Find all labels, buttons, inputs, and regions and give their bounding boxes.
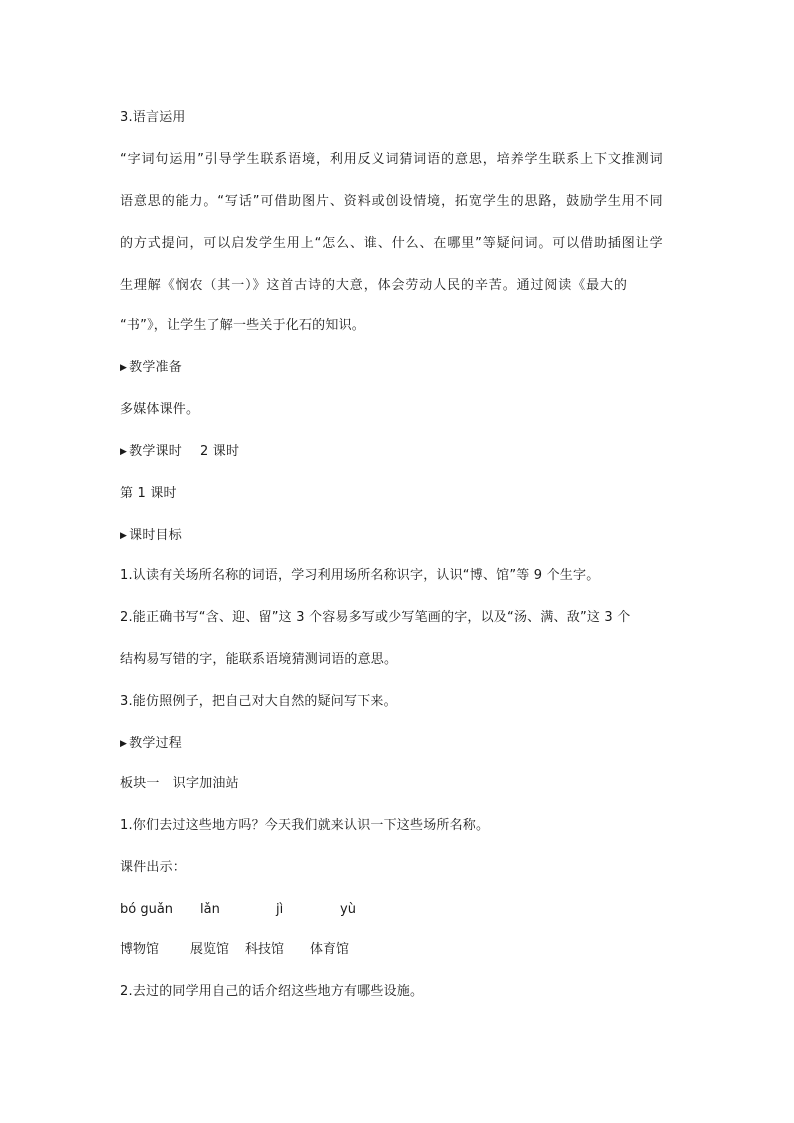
goal-item: 2.能正确书写“含、迎、留”这 3 个容易多写或少写笔画的字，以及“汤、满、敌”这 3 个 (120, 610, 631, 625)
goal-item: 1.认读有关场所名称的词语，学习利用场所名称识字，认识“博、馆”等 9 个生字。 (120, 568, 600, 583)
goals-heading-row (120, 528, 680, 544)
word-item: 体育馆 (310, 942, 350, 957)
step-text: 2.去过的同学用自己的话介绍这些地方有哪些设施。 (120, 984, 424, 999)
triangle-bullet-icon: ▶ (120, 531, 128, 541)
triangle-bullet-icon: ▶ (120, 447, 128, 457)
triangle-bullet-icon: ▶ (120, 363, 128, 373)
pinyin-item: yù (340, 902, 356, 917)
paragraph-line: 的方式提问，可以启发学生用上“怎么、谁、什么、在哪里”等疑问词。可以借助插图让学 (120, 236, 664, 251)
process-heading: 教学过程 (129, 736, 182, 751)
prep-heading: 教学准备 (129, 360, 182, 375)
goals-heading: 课时目标 (129, 528, 182, 543)
lesson-title: 第 1 课时 (120, 486, 177, 501)
word-item: 科技馆 (245, 942, 285, 957)
prep-heading-row (120, 360, 680, 376)
goal-item-continued: 结构易写错的字，能联系语境猜测词语的意思。 (120, 652, 398, 667)
word-item: 博物馆 (120, 942, 160, 957)
period-heading-row (120, 444, 680, 460)
section-heading: 3.语言运用 (120, 110, 186, 125)
process-heading-row (120, 736, 680, 752)
courseware-label: 课件出示： (120, 860, 187, 875)
word-item: 展览馆 (190, 942, 230, 957)
paragraph-line: 语意思的能力。“写话”可借助图片、资料或创设情境，拓宽学生的思路，鼓励学生用不同 (120, 194, 664, 209)
step-text: 1.你们去过这些地方吗？今天我们就来认识一下这些场所名称。 (120, 818, 490, 833)
pinyin-item: bó guǎn (120, 902, 174, 917)
pinyin-item: jì (276, 902, 284, 917)
word-row (120, 942, 420, 958)
paragraph-line: 生理解《悯农（其一）》这首古诗的大意，体会劳动人民的辛苦。通过阅读《最大的 (120, 278, 628, 293)
pinyin-row (120, 902, 420, 918)
pinyin-item: lǎn (200, 902, 220, 917)
block-title: 板块一 识字加油站 (120, 776, 239, 791)
paragraph-line: “字词句运用”引导学生联系语境，利用反义词猜词语的意思，培养学生联系上下文推测词 (120, 152, 664, 167)
prep-text: 多媒体课件。 (120, 402, 200, 417)
period-heading: 教学课时 (129, 444, 182, 459)
paragraph-line: “书”》，让学生了解一些关于化石的知识。 (120, 318, 365, 333)
goal-item: 3.能仿照例子，把自己对大自然的疑问写下来。 (120, 694, 397, 709)
triangle-bullet-icon: ▶ (120, 739, 128, 749)
period-value: 2 课时 (199, 444, 240, 459)
